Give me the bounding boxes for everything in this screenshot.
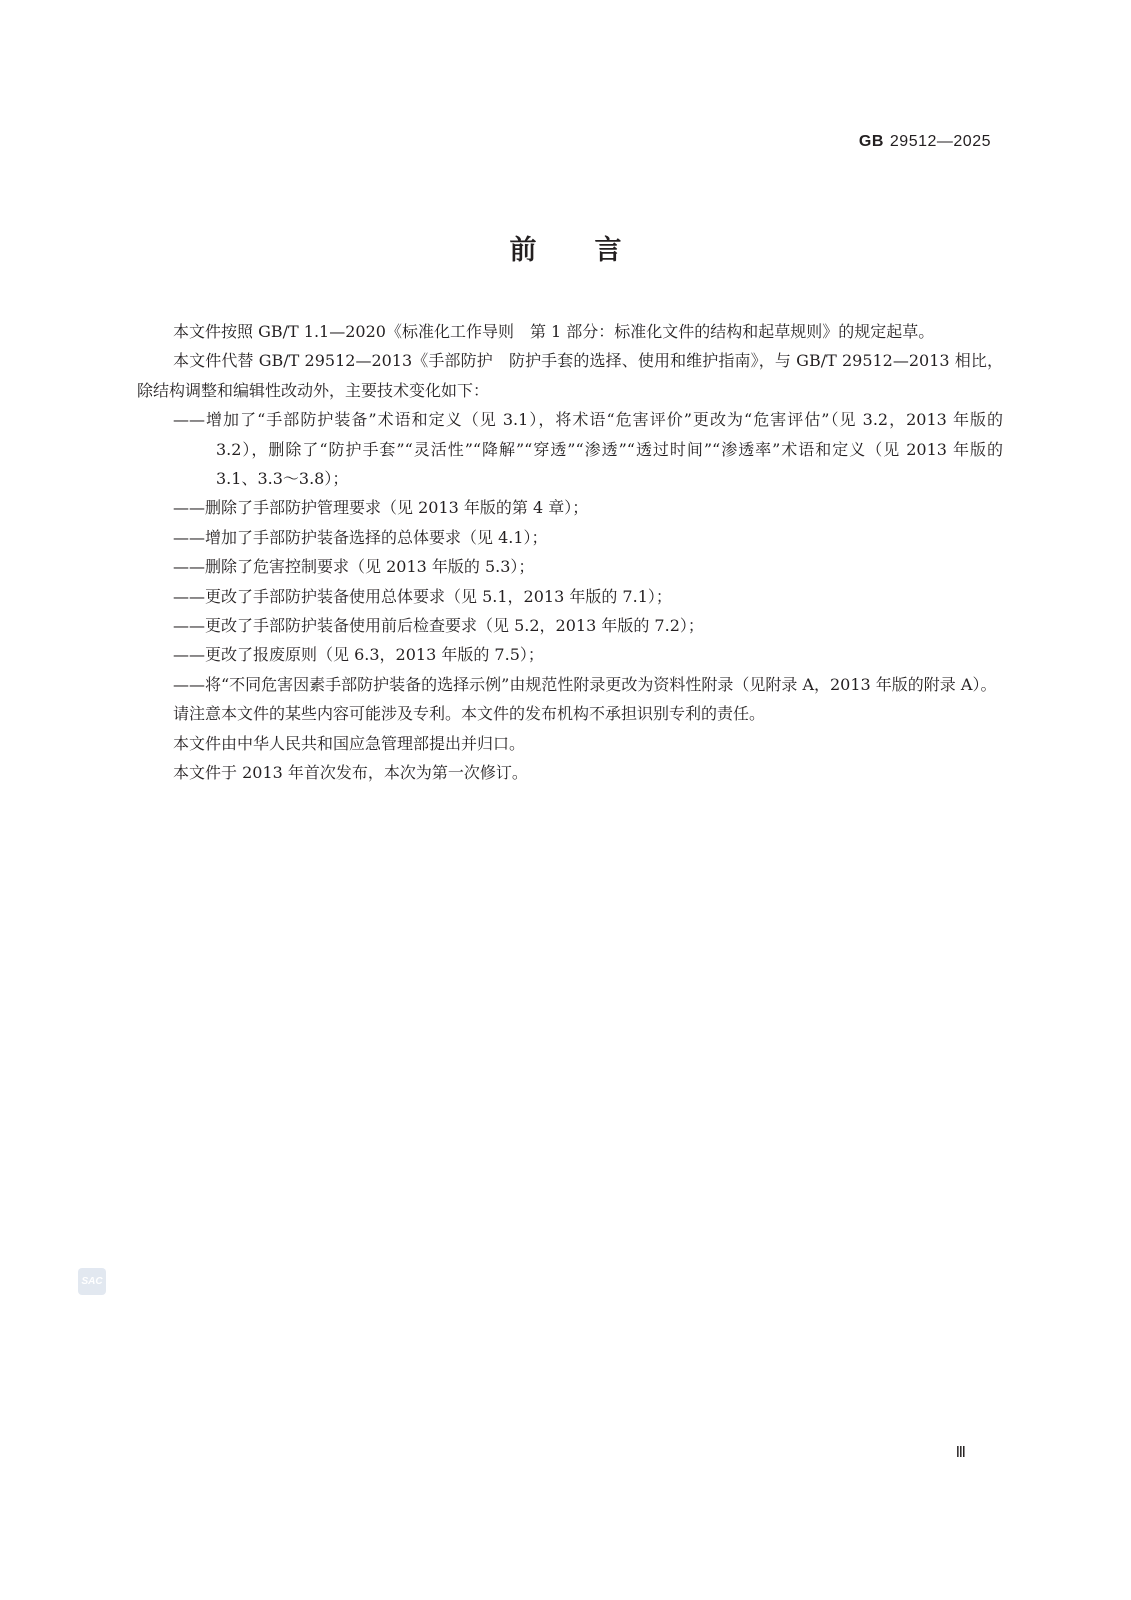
page-title: 前言 — [509, 235, 680, 266]
list-item: ——更改了手部防护装备使用前后检查要求（见 5.2，2013 年版的 7.2）； — [173, 616, 704, 636]
standard-code — [859, 133, 991, 151]
list-item: ——删除了危害控制要求（见 2013 年版的 5.3）； — [173, 557, 535, 577]
paragraph-replacement: 本文件代替 GB/T 29512—2013《手部防护 防护手套的选择、使用和维护指南》，与 GB/T 29512—2013 相比，除结构调整和编辑性改动外，主要技术变化如下： — [137, 351, 1003, 400]
paragraph-drafting-rules: 本文件按照 GB/T 1.1—2020《标准化工作导则 第 1 部分：标准化文件的结构和起草规则》的规定起草。 — [173, 322, 935, 341]
list-item: ——增加了手部防护装备选择的总体要求（见 4.1）； — [173, 527, 548, 547]
standard-number: 29512—2025 — [889, 133, 991, 150]
list-item: ——更改了报废原则（见 6.3，2013 年版的 7.5）； — [173, 645, 544, 665]
paragraph-proposer: 本文件由中华人民共和国应急管理部提出并归口。 — [173, 733, 526, 753]
page-number: Ⅲ — [955, 1445, 966, 1461]
list-item: ——更改了手部防护装备使用总体要求（见 5.1，2013 年版的 7.1）； — [173, 586, 672, 606]
paragraph-publication-history: 本文件于 2013 年首次发布，本次为第一次修订。 — [173, 763, 528, 783]
technical-changes-list — [137, 405, 1003, 699]
list-item: ——增加了“手部防护装备”术语和定义（见 3.1），将术语“危害评价”更改为“危害评估”（见 3.2，2013 年版的 3.2），删除了“防护手套”“灵活性”“降解”“穿透”“渗透”“透过时间”“渗透率”术语和定义（见 2013 年版的 3.1、3.3～3.8）； — [173, 410, 1003, 489]
sac-logo-icon: SAC — [78, 1268, 106, 1295]
paragraph-patent-notice: 请注意本文件的某些内容可能涉及专利。本文件的发布机构不承担识别专利的责任。 — [173, 704, 766, 724]
list-item: ——将“不同危害因素手部防护装备的选择示例”由规范性附录更改为资料性附录（见附录 A，2013 年版的附录 A）。 — [173, 674, 997, 694]
foreword-body — [137, 317, 1003, 788]
standard-prefix: GB — [858, 133, 884, 150]
list-item: ——删除了手部防护管理要求（见 2013 年版的第 4 章）； — [173, 498, 589, 518]
